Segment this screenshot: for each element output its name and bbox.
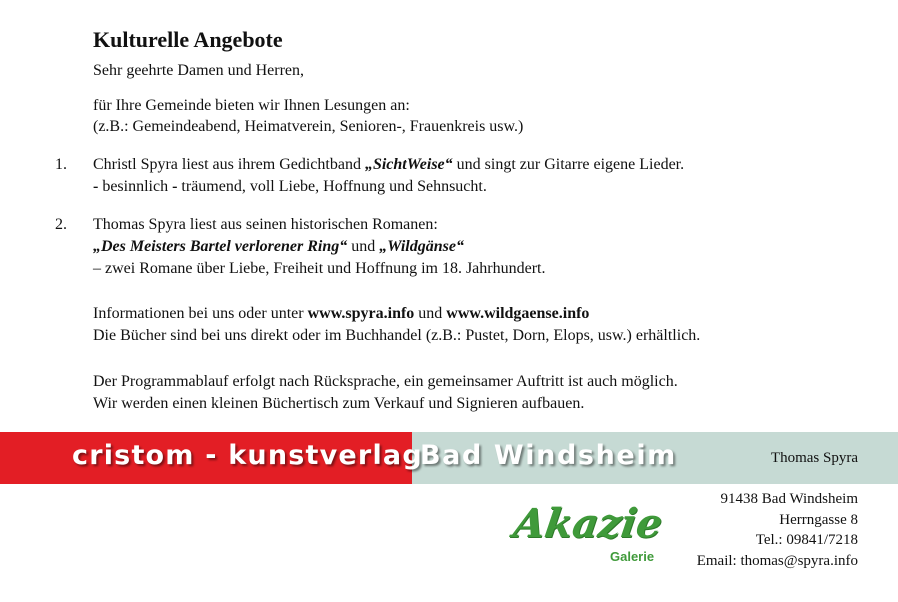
item-2-line-3: – zwei Romane über Liebe, Freiheit und Hoffnung im 18. Jahrhundert.	[93, 260, 546, 277]
logo-subtitle: Galerie	[610, 549, 655, 564]
akazie-galerie-logo	[512, 500, 664, 572]
item-1-dash-2: -	[172, 178, 182, 195]
item-2-novel-1: „Des Meisters Bartel verlorener Ring“	[93, 238, 348, 255]
contact-street: Herrngasse 8	[779, 511, 858, 528]
item-1-text: Christl Spyra liest aus ihrem Gedichtband	[93, 156, 365, 173]
item-1-line-2	[93, 177, 487, 197]
page-title: Kulturelle Angebote	[93, 27, 283, 52]
info-connector: und	[414, 305, 447, 322]
item-1-word-1: besinnlich	[102, 178, 173, 195]
item-1-word-2: träumend, voll Liebe, Hoffnung und Sehnsucht.	[181, 178, 487, 195]
closing-line-2: Wir werden einen kleinen Büchertisch zum Verkauf und Signieren aufbauen.	[93, 395, 585, 412]
item-2-line-1: Thomas Spyra liest aus seinen historischen Romanen:	[93, 216, 438, 233]
item-2-number: 2.	[55, 216, 67, 233]
info-line	[93, 304, 589, 324]
intro-line-1: für Ihre Gemeinde bieten wir Ihnen Lesungen an:	[93, 97, 410, 114]
logo-wordmark: Akazie	[510, 500, 666, 547]
item-1-dash-1: -	[93, 178, 103, 195]
contact-block	[697, 489, 858, 571]
info-text: Informationen bei uns oder unter	[93, 305, 308, 322]
publisher-name: cristom - kunstverlag	[72, 440, 423, 471]
greeting: Sehr geehrte Damen und Herren,	[93, 62, 305, 79]
item-1-book-title: „SichtWeise“	[364, 156, 453, 173]
intro-line-2: (z.B.: Gemeindeabend, Heimatverein, Senioren-, Frauenkreis usw.)	[93, 118, 524, 135]
closing-line-1: Der Programmablauf erfolgt nach Rücksprache, ein gemeinsamer Auftritt ist auch möglich.	[93, 373, 678, 390]
contact-phone: Tel.: 09841/7218	[755, 532, 858, 548]
publisher-banner	[0, 432, 898, 484]
item-2-line-2	[93, 237, 464, 257]
item-1-line-1	[93, 155, 684, 175]
item-2-novel-2: „Wildgänse“	[379, 238, 464, 255]
contact-city: 91438 Bad Windsheim	[720, 491, 858, 507]
link-spyra[interactable]: www.spyra.info	[307, 305, 415, 322]
item-1-text-end: und singt zur Gitarre eigene Lieder.	[452, 156, 685, 173]
owner-name: Thomas Spyra	[770, 450, 858, 466]
link-wildgaense[interactable]: www.wildgaense.info	[446, 305, 590, 322]
publisher-city: Bad Windsheim	[420, 440, 677, 471]
item-2-connector: und	[347, 238, 380, 255]
books-line: Die Bücher sind bei uns direkt oder im Buchhandel (z.B.: Pustet, Dorn, Elops, usw.) erhältlich.	[93, 327, 701, 344]
contact-email[interactable]: Email: thomas@spyra.info	[696, 552, 858, 569]
item-1-number: 1.	[55, 156, 67, 173]
